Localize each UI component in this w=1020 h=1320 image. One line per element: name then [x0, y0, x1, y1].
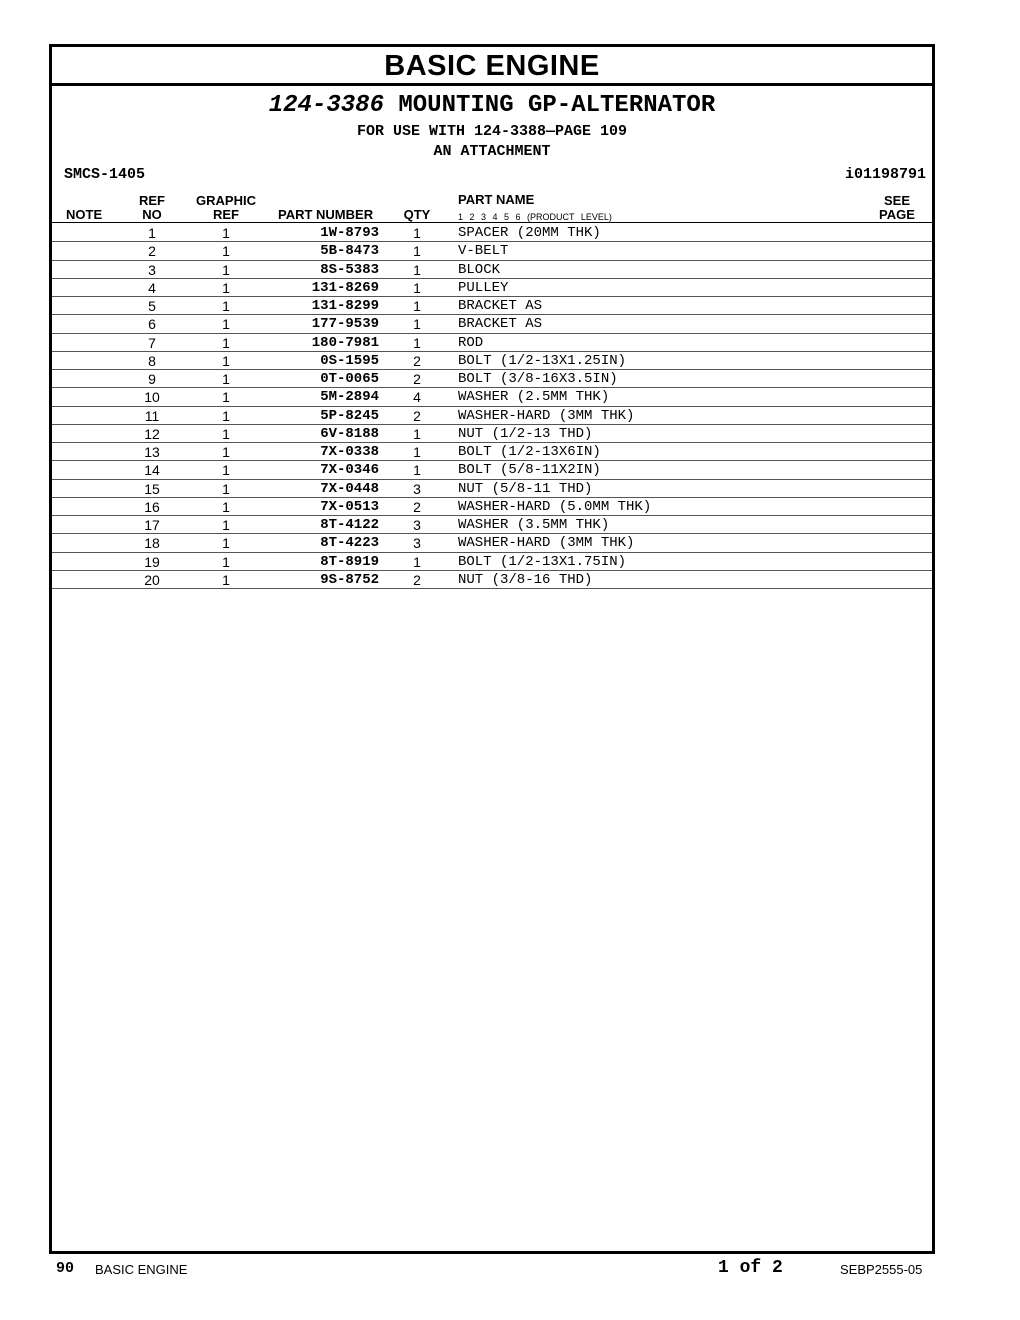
- graphic-ref: 1: [222, 535, 230, 552]
- graphic-ref: 1: [222, 243, 230, 260]
- part-number: 7X-0338: [320, 444, 379, 460]
- graphic-ref: 1: [222, 389, 230, 406]
- ref-no: 4: [148, 279, 156, 296]
- part-number: 8S-5383: [320, 261, 379, 278]
- page-number: 90: [56, 1260, 75, 1277]
- part-name: BOLT (3/8-16X3.5IN): [458, 371, 618, 387]
- ref-no: 12: [144, 425, 160, 442]
- quantity: 3: [413, 480, 421, 497]
- quantity: 2: [413, 352, 421, 369]
- part-name: BOLT (1/2-13X1.75IN): [458, 553, 627, 570]
- header-ref-top: REF: [139, 193, 165, 208]
- ref-no: 3: [148, 261, 156, 278]
- quantity: 1: [413, 334, 421, 351]
- part-number: 0T-0065: [320, 371, 379, 387]
- graphic-ref: 1: [222, 261, 230, 278]
- part-name: NUT (3/8-16 THD): [458, 571, 593, 588]
- header-product-level: 1 2 3 4 5 6 (PRODUCT LEVEL): [458, 212, 612, 222]
- group-title: [52, 91, 932, 121]
- quantity: 2: [413, 407, 421, 424]
- ref-no: 16: [144, 498, 160, 515]
- part-number: 7X-0346: [320, 462, 379, 479]
- quantity: 1: [413, 243, 421, 260]
- ref-no: 10: [144, 389, 160, 406]
- quantity: 1: [413, 425, 421, 442]
- part-name: BOLT (1/2-13X6IN): [458, 444, 601, 460]
- quantity: 1: [413, 462, 421, 479]
- table-row: [52, 352, 932, 370]
- quantity: 1: [413, 261, 421, 278]
- ref-no: 20: [144, 571, 160, 588]
- table-row: [52, 388, 932, 406]
- table-row: [52, 370, 932, 388]
- page-of-count: 1 of 2: [718, 1258, 783, 1278]
- quantity: 1: [413, 444, 421, 460]
- part-name: BLOCK: [458, 261, 501, 278]
- ref-no: 8: [148, 352, 156, 369]
- part-number: 1W-8793: [320, 225, 379, 241]
- graphic-ref: 1: [222, 517, 230, 533]
- ref-no: 5: [148, 298, 156, 314]
- part-name: BOLT (5/8-11X2IN): [458, 462, 601, 479]
- graphic-ref: 1: [222, 279, 230, 296]
- table-row: [52, 534, 932, 552]
- part-number: 131-8299: [311, 298, 379, 314]
- table-row: [52, 480, 932, 498]
- ref-no: 7: [148, 334, 156, 351]
- part-number: 7X-0448: [320, 480, 379, 497]
- table-row: [52, 407, 932, 425]
- header-note: NOTE: [66, 207, 103, 222]
- part-number: 7X-0513: [320, 498, 379, 515]
- table-row: [52, 516, 932, 534]
- quantity: 2: [413, 498, 421, 515]
- table-row: [52, 498, 932, 516]
- graphic-ref: 1: [222, 352, 230, 369]
- part-name: WASHER-HARD (3MM THK): [458, 407, 635, 424]
- quantity: 4: [413, 389, 421, 406]
- ref-no: 18: [144, 535, 160, 552]
- ref-no: 15: [144, 480, 160, 497]
- part-number: 8T-8919: [320, 553, 379, 570]
- table-row: [52, 571, 932, 589]
- group-number: 124-3386: [268, 92, 384, 119]
- part-number: 6V-8188: [320, 425, 379, 442]
- part-name: ROD: [458, 334, 484, 351]
- part-name: WASHER-HARD (3MM THK): [458, 535, 635, 552]
- header-part-number: PART NUMBER: [278, 207, 374, 222]
- table-row: [52, 279, 932, 297]
- table-row: [52, 297, 932, 315]
- part-name: WASHER (2.5MM THK): [458, 389, 610, 406]
- quantity: 1: [413, 298, 421, 314]
- ref-no: 14: [144, 462, 160, 479]
- graphic-ref: 1: [222, 498, 230, 515]
- quantity: 3: [413, 535, 421, 552]
- ref-no: 9: [148, 371, 156, 387]
- table-row: [52, 224, 932, 242]
- graphic-ref: 1: [222, 480, 230, 497]
- table-row: [52, 425, 932, 443]
- header-divider: [52, 222, 932, 223]
- quantity: 2: [413, 571, 421, 588]
- graphic-ref: 1: [222, 425, 230, 442]
- ref-no: 13: [144, 444, 160, 460]
- ref-no: 19: [144, 553, 160, 570]
- part-name: V-BELT: [458, 243, 509, 260]
- part-number: 180-7981: [311, 334, 379, 351]
- graphic-ref: 1: [222, 371, 230, 387]
- parts-table-body: [52, 224, 932, 589]
- attachment-note: AN ATTACHMENT: [433, 143, 551, 160]
- table-row: [52, 334, 932, 352]
- part-name: PULLEY: [458, 279, 509, 296]
- graphic-ref: 1: [222, 571, 230, 588]
- quantity: 1: [413, 553, 421, 570]
- part-number: 131-8269: [311, 279, 379, 296]
- quantity: 1: [413, 225, 421, 241]
- graphic-ref: 1: [222, 407, 230, 424]
- part-number: 5B-8473: [320, 243, 379, 260]
- part-name: WASHER (3.5MM THK): [458, 517, 610, 533]
- ref-no: 11: [144, 407, 160, 424]
- part-number: 5P-8245: [320, 407, 379, 424]
- ref-no: 6: [148, 316, 156, 333]
- part-number: 8T-4122: [320, 517, 379, 533]
- part-name: BOLT (1/2-13X1.25IN): [458, 352, 627, 369]
- ref-no: 2: [148, 243, 156, 260]
- part-name: SPACER (20MM THK): [458, 225, 601, 241]
- part-number: 177-9539: [311, 316, 379, 333]
- header-part-name: PART NAME: [458, 192, 535, 207]
- header-see-bottom: PAGE: [879, 207, 915, 222]
- header-graphic-top: GRAPHIC: [196, 193, 256, 208]
- quantity: 1: [413, 316, 421, 333]
- group-name: MOUNTING GP-ALTERNATOR: [398, 92, 716, 119]
- quantity: 3: [413, 517, 421, 533]
- illustration-id: i01198791: [844, 166, 926, 183]
- part-name: BRACKET AS: [458, 298, 543, 314]
- table-row: [52, 315, 932, 333]
- footer-section: BASIC ENGINE: [95, 1262, 188, 1277]
- table-row: [52, 553, 932, 571]
- parts-page-frame: [49, 44, 935, 1254]
- graphic-ref: 1: [222, 553, 230, 570]
- header-see-top: SEE: [883, 193, 910, 208]
- graphic-ref: 1: [222, 298, 230, 314]
- graphic-ref: 1: [222, 462, 230, 479]
- publication-number: SEBP2555-05: [840, 1262, 923, 1277]
- part-name: WASHER-HARD (5.0MM THK): [458, 498, 652, 515]
- table-row: [52, 261, 932, 279]
- part-number: 0S-1595: [320, 352, 379, 369]
- header-qty: QTY: [403, 207, 431, 222]
- ref-no: 17: [144, 517, 160, 533]
- table-row: [52, 242, 932, 260]
- header-ref-bottom: NO: [142, 207, 162, 222]
- table-row: [52, 443, 932, 461]
- for-use-note: FOR USE WITH 124-3388—PAGE 109: [356, 123, 628, 140]
- part-number: 5M-2894: [320, 389, 379, 406]
- graphic-ref: 1: [222, 444, 230, 460]
- header-graphic-bottom: REF: [213, 207, 239, 222]
- quantity: 2: [413, 371, 421, 387]
- ref-no: 1: [148, 225, 156, 241]
- part-number: 9S-8752: [320, 571, 379, 588]
- table-row: [52, 461, 932, 479]
- smcs-code: SMCS-1405: [64, 166, 146, 183]
- section-title: BASIC ENGINE: [52, 47, 932, 86]
- graphic-ref: 1: [222, 225, 230, 241]
- part-name: NUT (1/2-13 THD): [458, 425, 593, 442]
- quantity: 1: [413, 279, 421, 296]
- graphic-ref: 1: [222, 334, 230, 351]
- part-name: NUT (5/8-11 THD): [458, 480, 593, 497]
- part-number: 8T-4223: [320, 535, 379, 552]
- graphic-ref: 1: [222, 316, 230, 333]
- part-name: BRACKET AS: [458, 316, 543, 333]
